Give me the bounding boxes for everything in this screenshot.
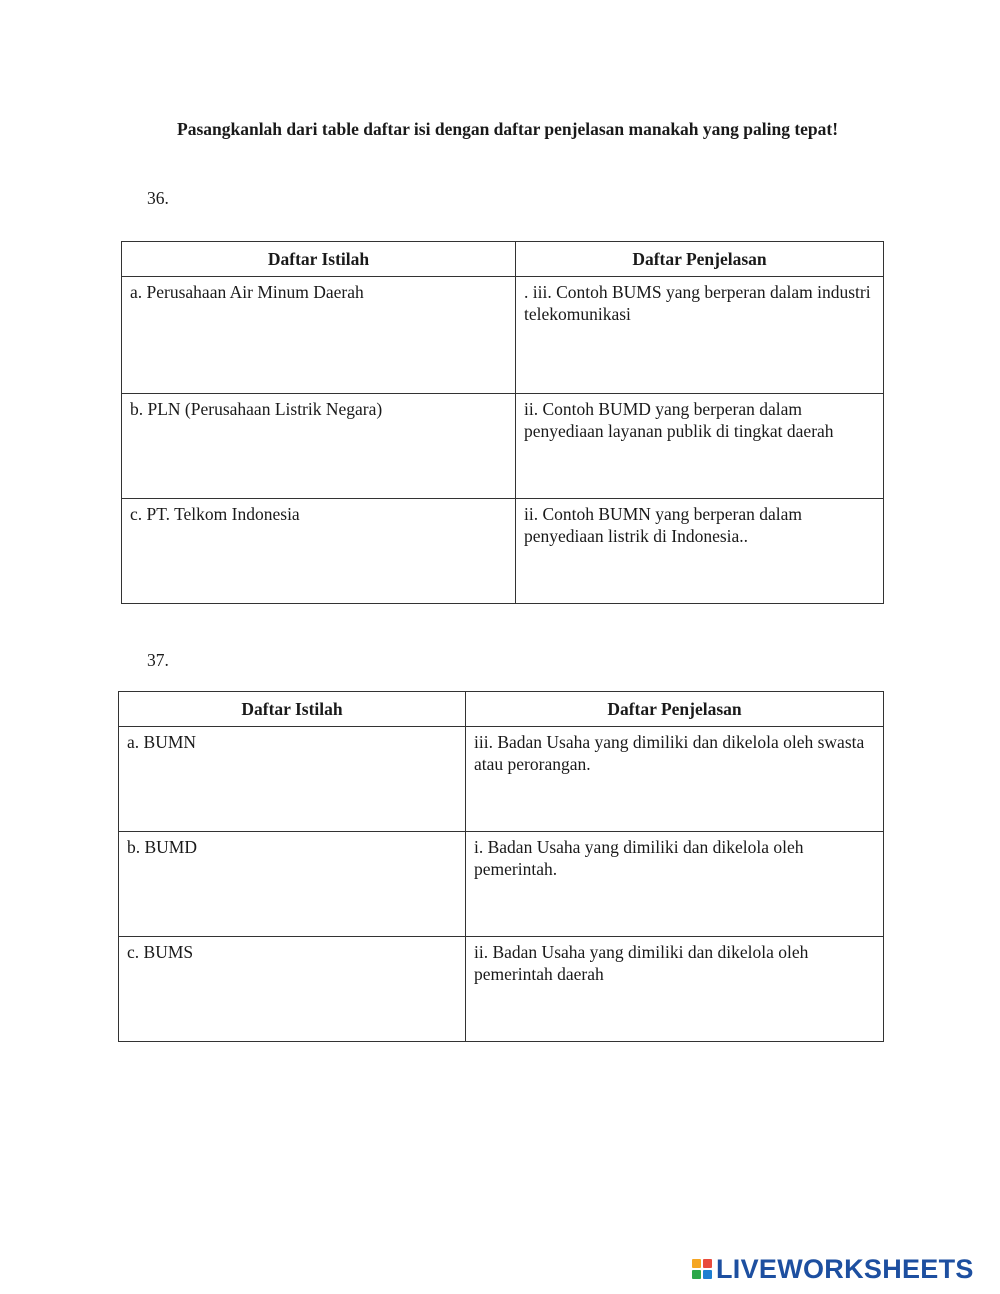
term-cell[interactable]: c. BUMS [119, 937, 466, 1042]
table-header-row [122, 242, 884, 277]
table-row [122, 499, 884, 604]
logo-icon-tile-i [703, 1259, 712, 1268]
matching-table-37 [118, 691, 884, 1042]
instruction-text: Pasangkanlah dari table daftar isi dengan daftar penjelasan manakah yang paling tepat! [177, 119, 839, 139]
explanation-cell[interactable]: ii. Contoh BUMN yang berperan dalam penyediaan listrik di Indonesia.. [516, 499, 884, 604]
term-cell[interactable]: b. PLN (Perusahaan Listrik Negara) [122, 394, 516, 499]
table-row [119, 727, 884, 832]
matching-table-36 [121, 241, 884, 604]
column-header-terms: Daftar Istilah [119, 692, 466, 727]
explanation-cell[interactable]: iii. Badan Usaha yang dimiliki dan dikelola oleh swasta atau perorangan. [466, 727, 884, 832]
table-row [119, 937, 884, 1042]
logo-icon-tile-l [692, 1259, 701, 1268]
logo-text: LIVEWORKSHEETS [716, 1253, 974, 1284]
liveworksheets-logo[interactable] [692, 1254, 974, 1284]
table-row [122, 394, 884, 499]
term-cell[interactable]: a. BUMN [119, 727, 466, 832]
explanation-cell[interactable]: ii. Badan Usaha yang dimiliki dan dikelola oleh pemerintah daerah [466, 937, 884, 1042]
term-cell[interactable]: a. Perusahaan Air Minum Daerah [122, 277, 516, 394]
table-row [119, 832, 884, 937]
question-number-36: 36. [147, 188, 169, 208]
column-header-terms: Daftar Istilah [122, 242, 516, 277]
question-number-37: 37. [147, 650, 169, 670]
explanation-cell[interactable]: . iii. Contoh BUMS yang berperan dalam industri telekomunikasi [516, 277, 884, 394]
logo-icon-tile-v [692, 1270, 701, 1279]
table-row [122, 277, 884, 394]
term-cell[interactable]: c. PT. Telkom Indonesia [122, 499, 516, 604]
term-cell[interactable]: b. BUMD [119, 832, 466, 937]
logo-icon [692, 1259, 712, 1279]
table-header-row [119, 692, 884, 727]
column-header-explanations: Daftar Penjelasan [516, 242, 884, 277]
explanation-cell[interactable]: ii. Contoh BUMD yang berperan dalam penyediaan layanan publik di tingkat daerah [516, 394, 884, 499]
explanation-cell[interactable]: i. Badan Usaha yang dimiliki dan dikelola oleh pemerintah. [466, 832, 884, 937]
logo-icon-tile-e [703, 1270, 712, 1279]
column-header-explanations: Daftar Penjelasan [466, 692, 884, 727]
